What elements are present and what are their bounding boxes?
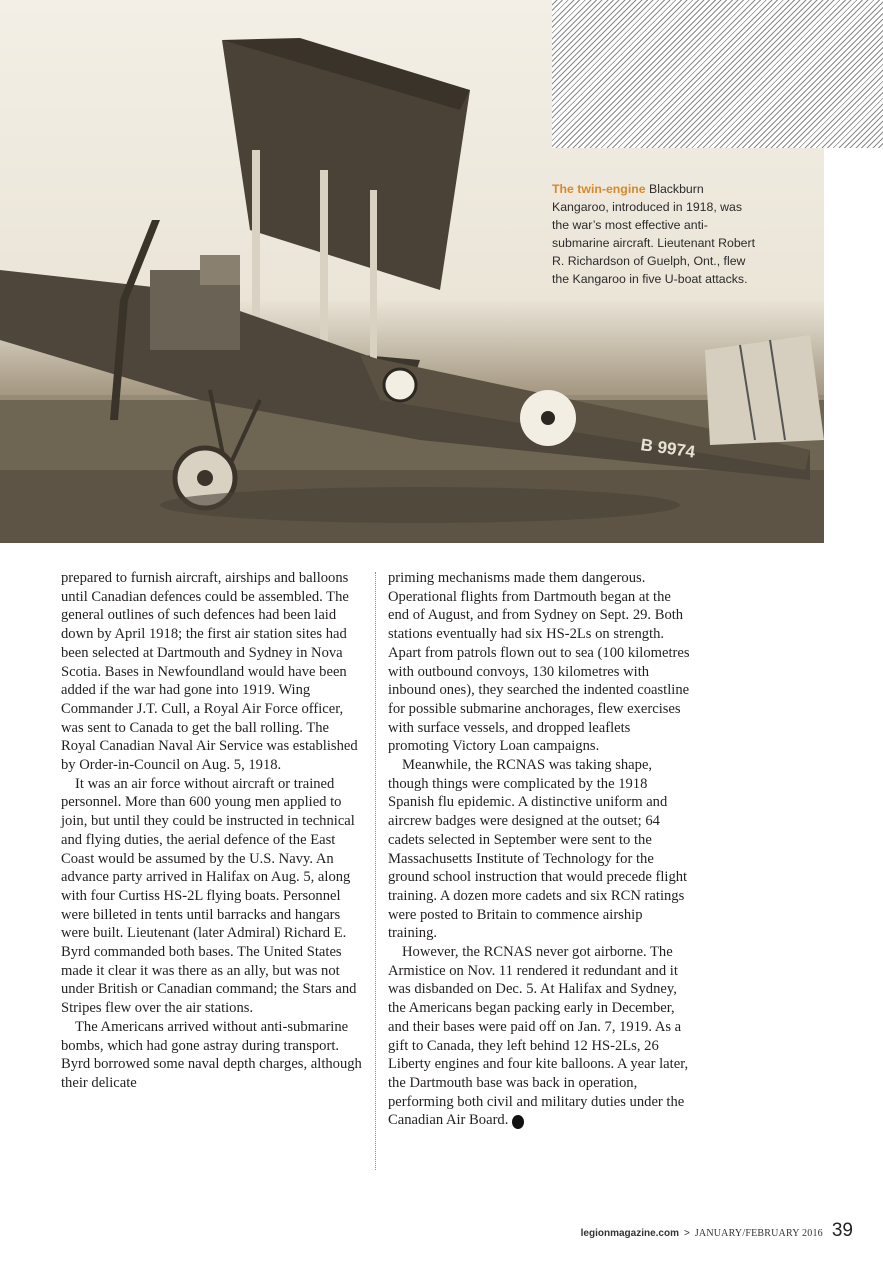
paragraph: Meanwhile, the RCNAS was taking shape, though things were complicated by the 1918 Spanish flu epidemic. A distinctive uniform and aircrew badges were designed at the outset; 64 cadets selected in September were sent to the Massachusetts Institute of Technology for the ground school instruction that would precede flight training. A dozen more cadets and six RCN ratings were posted to Britain to commence airship training. <box>388 757 688 942</box>
footer-site: legionmagazine.com <box>580 1228 679 1239</box>
article-column-2 <box>388 569 693 1130</box>
caption-text: Blackburn Kangaroo, introduced in 1918, was the war’s most effective anti-submarine aircraft. Lieutenant Robert R. Richardson of Guelph, Ont., flew the Kangaroo in five U-boat attacks. <box>552 182 756 286</box>
photo-caption <box>552 180 762 288</box>
paragraph-text: However, the RCNAS never got airborne. The Armistice on Nov. 11 rendered it redundant and it was disbanded on Dec. 5. At Halifax and Sydney, the Americans began packing early in December, and their bases were paid off on Jan. 7, 1919. As a gift to Canada, they left behind 12 HS-2Ls, 26 Liberty engines and four kite balloons. A year later, the Dartmouth base was back in operation, performing both civil and military duties under the Canadian Air Board. <box>388 944 689 1129</box>
paragraph: priming mechanisms made them dangerous. Operational flights from Dartmouth began at the end of August, and from Sydney on Sept. 29. Both stations eventually had six HS-2Ls on strength. Apart from patrols flown out to sea (100 kilometres with outbound convoys, 130 kilometres with inbound ones), they searched the indented coastline for possible submarine anchorages, flew exercises with surface vessels, and dropped leaflets promoting Victory Loan campaigns. <box>388 570 690 755</box>
paragraph: It was an air force without aircraft or trained personnel. More than 600 young men applied to join, but until they could be instructed in technical and flying duties, the aerial defence of the East Coast would be assumed by the U.S. Navy. An advance party arrived in Halifax on Aug. 5, along with four Curtiss HS-2L flying boats. Personnel were billeted in tents until barracks and hangars were built. Lieutenant (later Admiral) Richard E. Byrd commanded both bases. The United States made it clear it was there as an ally, but was not under British or Canadian command; the Stars and Stripes flew over the air stations. <box>61 775 357 1017</box>
footer-issue: JANUARY/FEBRUARY 2016 <box>694 1228 823 1239</box>
hatch-decoration <box>552 0 883 148</box>
page-footer <box>581 1220 853 1242</box>
paragraph: The Americans arrived without anti-submarine bombs, which had gone astray during transport. Byrd borrowed some naval depth charges, although their delicate <box>61 1018 362 1091</box>
footer-separator: > <box>683 1228 690 1239</box>
aircraft-serial: B 9974 <box>639 435 697 462</box>
paragraph: prepared to furnish aircraft, airships and balloons until Canadian defences could be assembled. The general outlines of such defences had been laid down by April 1918; the first air station sites had been selected at Dartmouth and Sydney in Nova Scotia. Bases in Newfoundland would have been added if the war had gone into 1919. Wing Commander J.T. Cull, a Royal Air Force officer, was sent to Canada to get the ball rolling. The Royal Canadian Naval Air Service was established by Order-in-Council on Aug. 5, 1918. <box>61 570 358 774</box>
paragraph <box>388 943 693 1130</box>
column-divider <box>375 572 376 1170</box>
end-of-article-icon: L <box>512 1115 524 1129</box>
caption-lead: The twin-engine <box>552 182 646 196</box>
page-number: 39 <box>831 1220 853 1241</box>
article-column-1 <box>61 569 366 1093</box>
